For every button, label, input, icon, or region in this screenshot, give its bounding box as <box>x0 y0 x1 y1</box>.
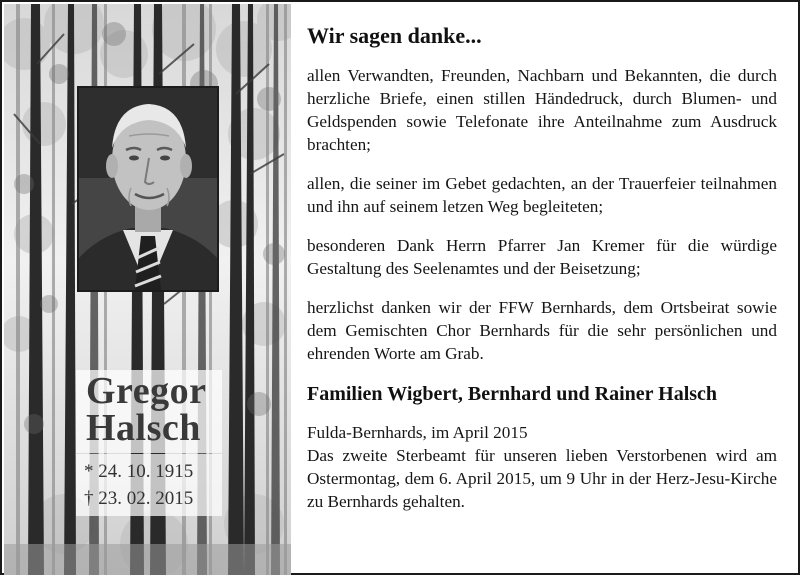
memorial-mass-note: Das zweite Sterbeamt für unseren lieben Verstorbenen wird am Ostermontag, dem 6. April 2015, um 9 Uhr in der Herz-Jesu-Kirche zu Bernhards gehalten. <box>307 446 777 511</box>
birth-date: * 24. 10. 1915 <box>84 461 194 482</box>
thanks-paragraph-organizations: herzlichst danken wir der FFW Bernhards, dem Ortsbeirat sowie dem Gemischten Chor Bernhards für die sehr persönlichen und ehrenden Worte am Grab. <box>307 298 777 363</box>
thanks-paragraph-prayer: allen, die seiner im Gebet gedachten, an der Trauerfeier teilnahmen und ihn auf seinem letzen Weg begleiteten; <box>307 174 777 216</box>
notice-heading: Wir sagen danke... <box>307 23 482 48</box>
place-and-date: Fulda-Bernhards, im April 2015 <box>307 423 528 442</box>
deceased-last-name: Halsch <box>86 407 201 449</box>
death-date: † 23. 02. 2015 <box>84 488 194 509</box>
deceased-first-name: Gregor <box>86 370 207 412</box>
portrait-photo <box>77 86 219 292</box>
family-signature: Familien Wigbert, Bernhard und Rainer Halsch <box>307 383 718 405</box>
thanks-paragraph-relatives: allen Verwandten, Freunden, Nachbarn und Bekannten, die durch herzliche Briefe, einen stillen Händedruck, durch Blumen- und Geldspenden sowie Telefonate ihre Anteilnahme zum Ausdruck brachten; <box>307 66 777 154</box>
thanks-paragraph-pastor: besonderen Dank Herrn Pfarrer Jan Kremer für die würdige Gestaltung des Seelenamtes und der Beisetzung; <box>307 236 777 278</box>
notice-text-column <box>307 22 777 513</box>
